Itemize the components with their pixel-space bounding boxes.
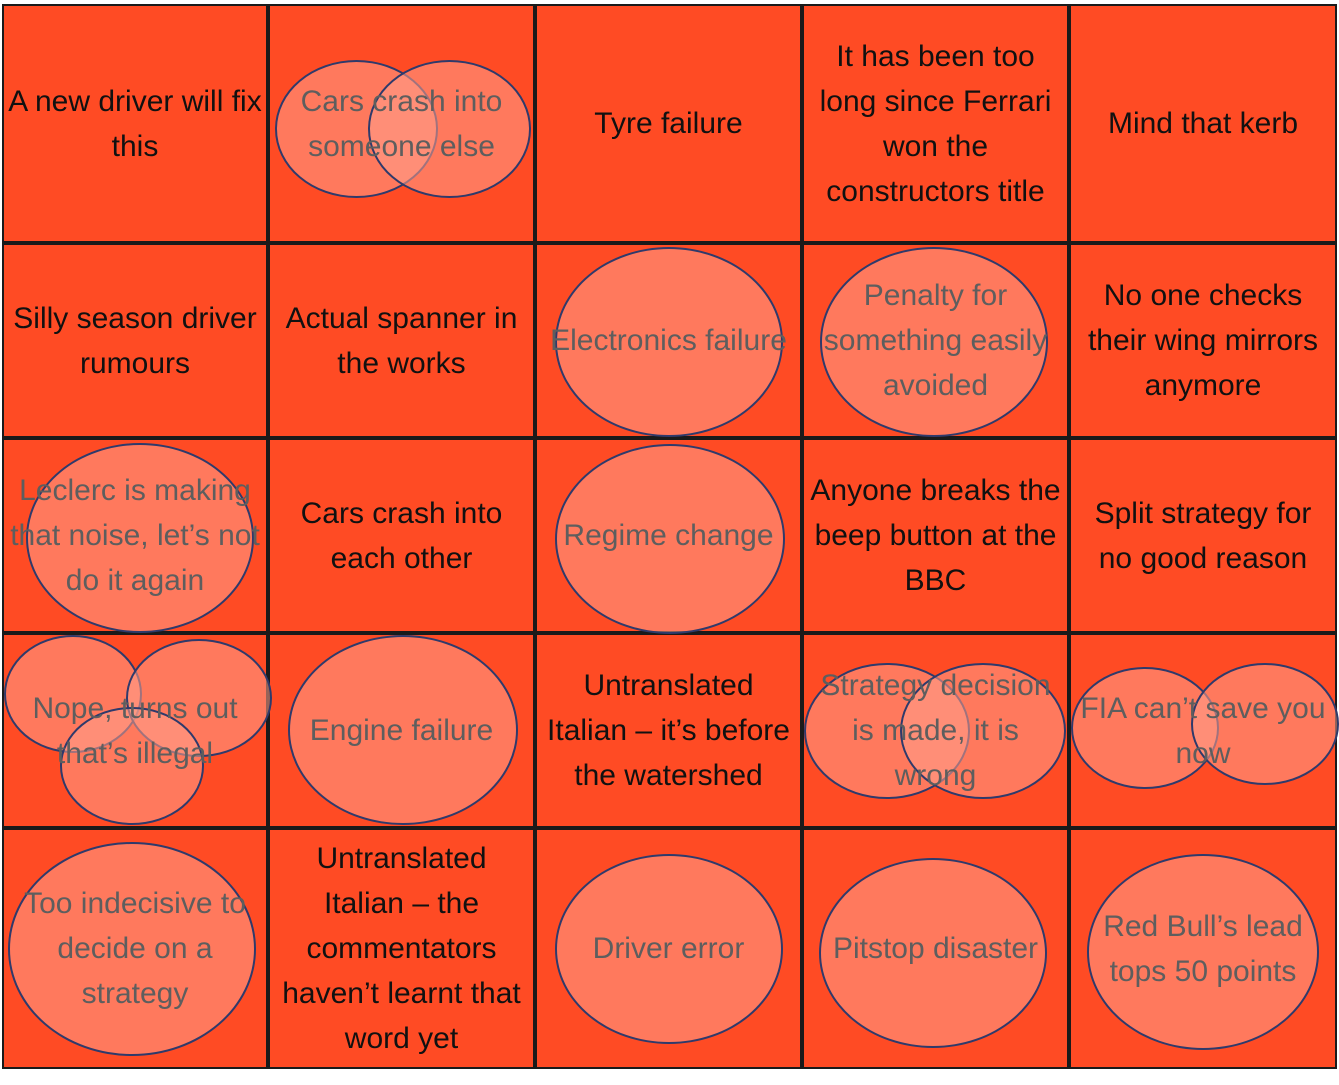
bingo-cell-label: Regime change bbox=[563, 519, 774, 552]
bingo-cell[interactable] bbox=[1069, 633, 1337, 828]
bingo-cell[interactable] bbox=[2, 4, 268, 243]
bingo-cell[interactable] bbox=[268, 243, 535, 438]
bingo-cell-label: Mind that kerb bbox=[1107, 107, 1299, 140]
bingo-cell[interactable] bbox=[268, 4, 535, 243]
bingo-cell[interactable] bbox=[802, 438, 1069, 633]
bingo-cell-label: A new driver will fix this bbox=[8, 84, 262, 163]
bingo-cell[interactable] bbox=[802, 828, 1069, 1069]
bingo-cell-label: Penalty for something easily avoided bbox=[823, 279, 1048, 402]
bingo-cell[interactable] bbox=[2, 438, 268, 633]
bingo-cell-label: FIA can’t save you now bbox=[1080, 691, 1326, 770]
bingo-cell-label: Split strategy for no good reason bbox=[1094, 496, 1312, 575]
bingo-cell[interactable] bbox=[268, 438, 535, 633]
bingo-cell-label: Strategy decision is made, it is wrong bbox=[820, 669, 1051, 792]
bingo-cell-label: Anyone breaks the beep button at the BBC bbox=[810, 474, 1061, 597]
bingo-cell[interactable] bbox=[1069, 4, 1337, 243]
bingo-cell[interactable] bbox=[1069, 243, 1337, 438]
bingo-cell[interactable] bbox=[2, 633, 268, 828]
bingo-cell-label: Cars crash into someone else bbox=[300, 84, 503, 163]
bingo-cell[interactable] bbox=[535, 4, 802, 243]
bingo-cell-label: Driver error bbox=[592, 932, 745, 965]
bingo-cell-label: Pitstop disaster bbox=[832, 932, 1039, 965]
bingo-cell-label: Nope, turns out that’s illegal bbox=[32, 691, 238, 770]
bingo-cell-label: Engine failure bbox=[309, 714, 494, 747]
bingo-cell-label: Too indecisive to decide on a strategy bbox=[24, 887, 246, 1010]
bingo-cell-label: No one checks their wing mirrors anymore bbox=[1087, 279, 1319, 402]
bingo-cell[interactable] bbox=[802, 633, 1069, 828]
bingo-cell[interactable] bbox=[535, 633, 802, 828]
bingo-cell[interactable] bbox=[2, 243, 268, 438]
bingo-cell-label: Untranslated Italian – the commentators haven’t learnt that word yet bbox=[282, 842, 521, 1055]
bingo-cell[interactable] bbox=[268, 828, 535, 1069]
bingo-cell[interactable] bbox=[802, 243, 1069, 438]
bingo-cell-label: Cars crash into each other bbox=[300, 496, 503, 575]
bingo-cell-label: Electronics failure bbox=[550, 324, 787, 357]
bingo-cell[interactable] bbox=[535, 243, 802, 438]
bingo-cell[interactable] bbox=[1069, 438, 1337, 633]
bingo-cell-label: Actual spanner in the works bbox=[285, 301, 518, 380]
bingo-cell[interactable] bbox=[535, 438, 802, 633]
bingo-cell-label: Tyre failure bbox=[594, 107, 743, 140]
bingo-cell[interactable] bbox=[535, 828, 802, 1069]
bingo-cell[interactable] bbox=[2, 828, 268, 1069]
bingo-cell[interactable] bbox=[268, 633, 535, 828]
bingo-cell[interactable] bbox=[1069, 828, 1337, 1069]
bingo-cell-label: Untranslated Italian – it’s before the watershed bbox=[547, 669, 790, 792]
bingo-cell[interactable] bbox=[802, 4, 1069, 243]
bingo-cell-label: It has been too long since Ferrari won the constructors title bbox=[819, 39, 1052, 208]
bingo-cell-label: Silly season driver rumours bbox=[13, 301, 257, 380]
bingo-cell-label: Leclerc is making that noise, let’s not do it again bbox=[10, 474, 260, 597]
bingo-cell-label: Red Bull’s lead tops 50 points bbox=[1103, 909, 1303, 988]
